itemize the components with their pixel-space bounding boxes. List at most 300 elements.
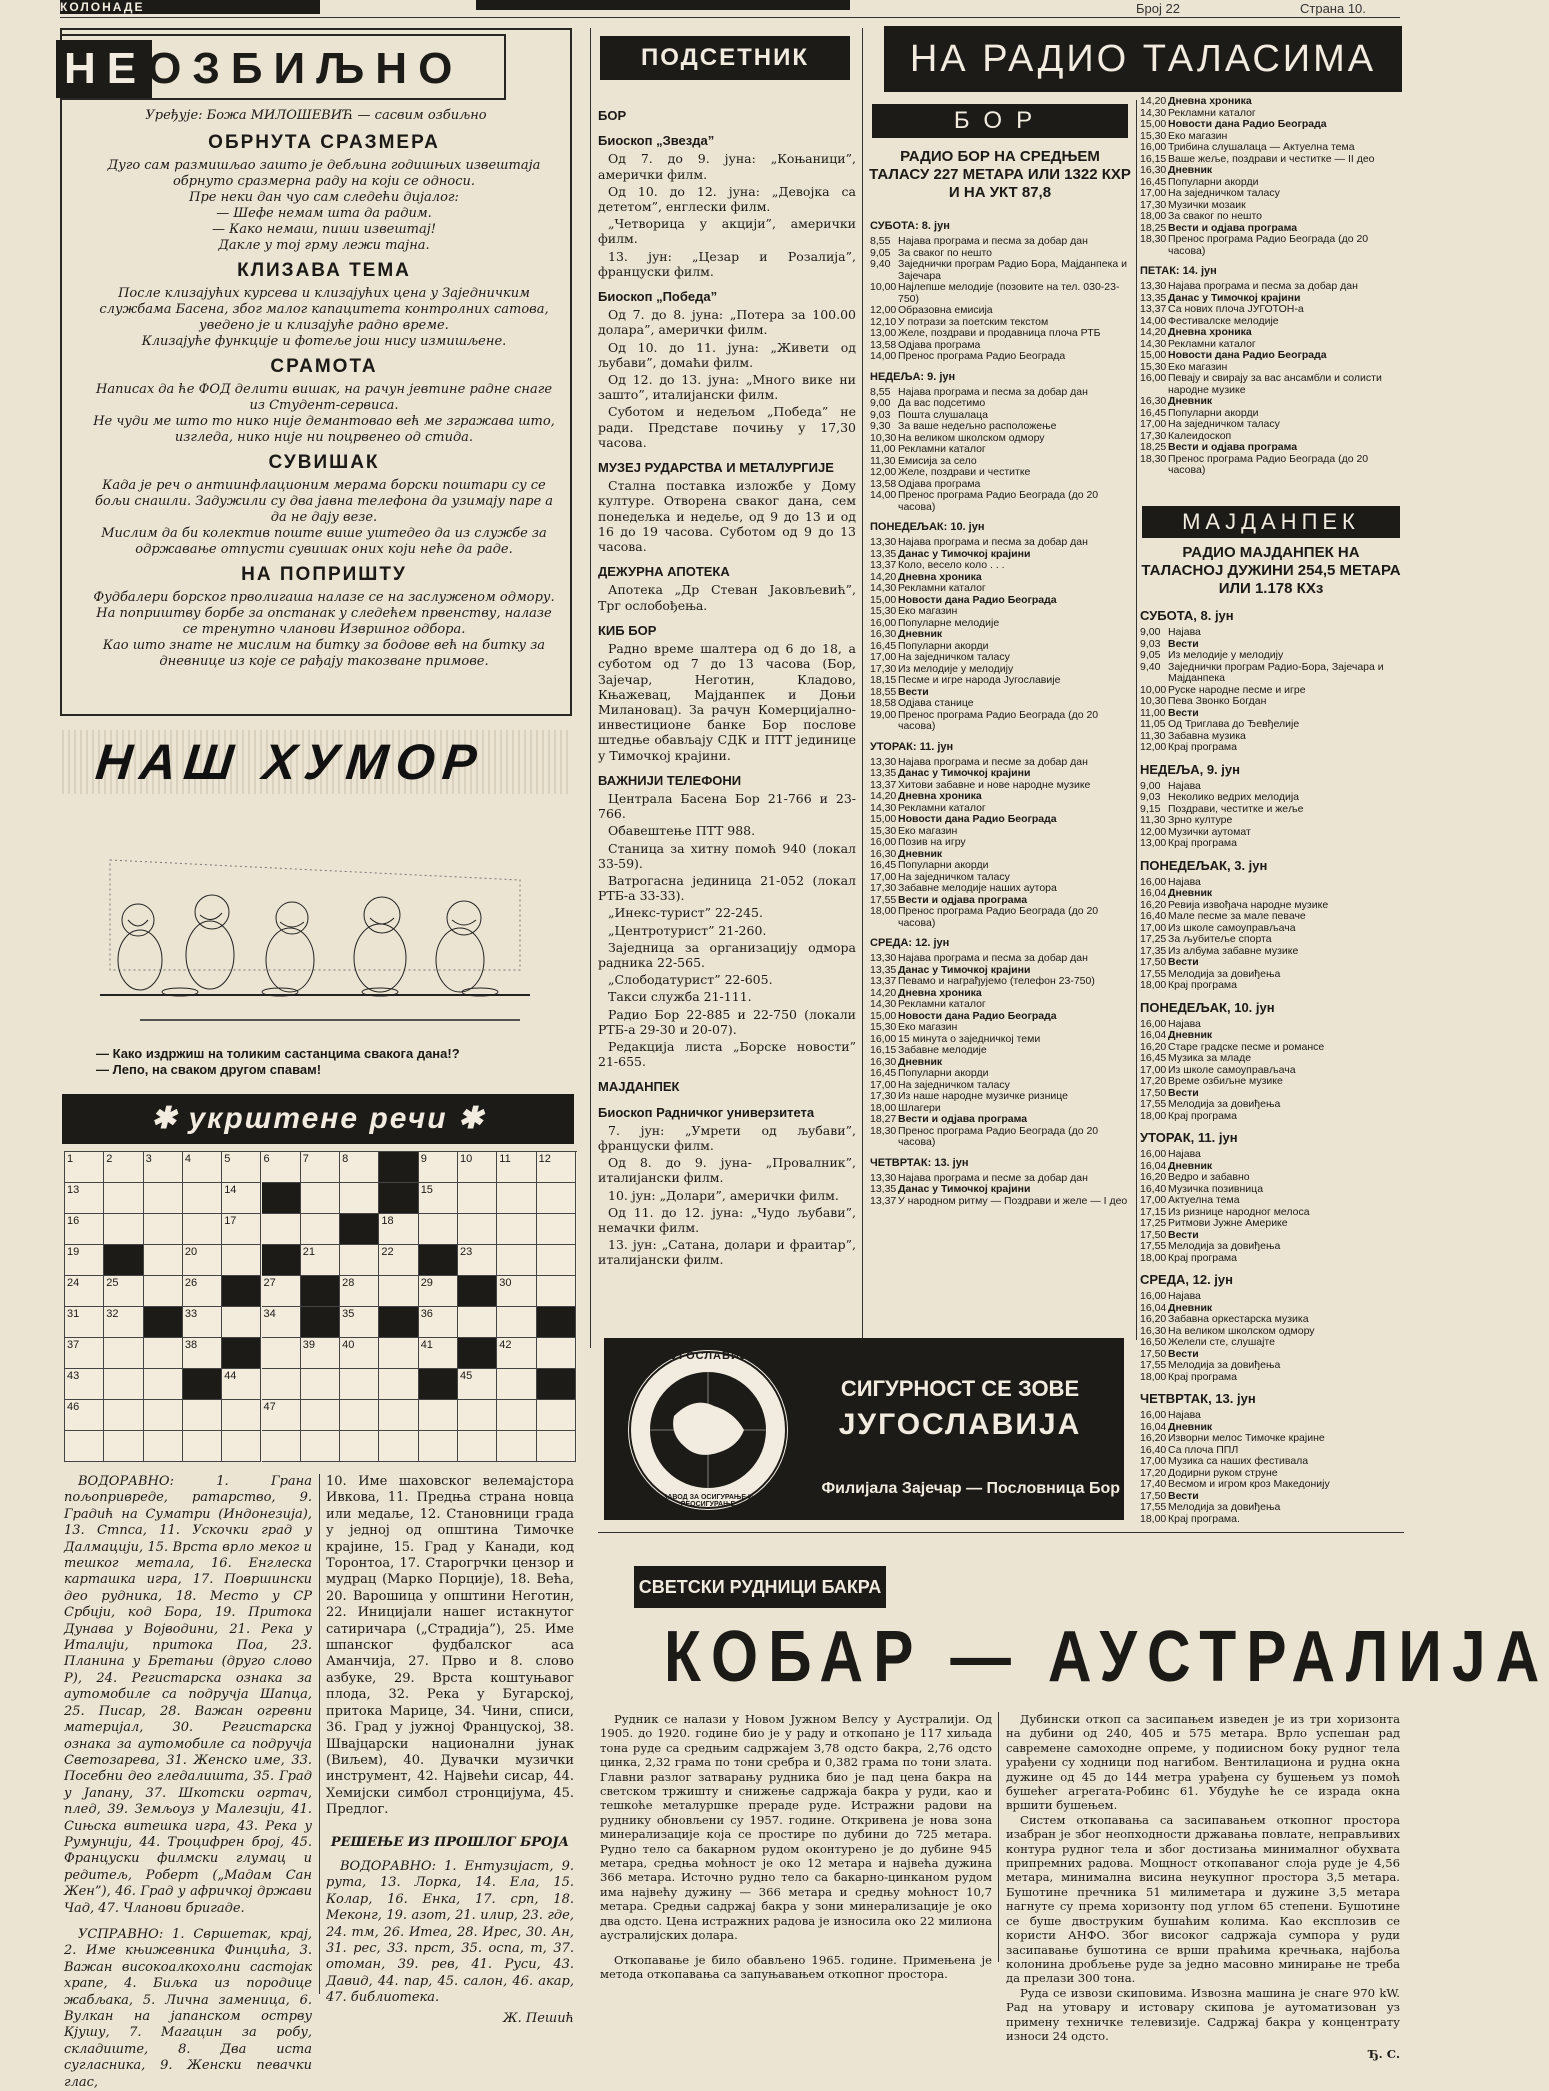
program-time: 16,00 xyxy=(1140,1148,1167,1160)
program-title: Емисија за село xyxy=(898,454,977,467)
crossword-cell[interactable] xyxy=(497,1183,536,1214)
crossword-cell[interactable] xyxy=(65,1431,104,1462)
program-time: 13,30 xyxy=(1140,280,1167,292)
crossword-number: 14 xyxy=(224,1184,237,1196)
section-text: Пре неки дан чуо сам следећи дијалог: xyxy=(189,190,459,205)
crossword-cell[interactable] xyxy=(419,1400,458,1431)
crossword-cell[interactable] xyxy=(144,1183,183,1214)
program-title: Најлепше мелодије (позовите на тел. 030-23-750) xyxy=(898,281,1120,305)
program-title: Вести xyxy=(1168,706,1199,719)
program-title: Популарни акорди xyxy=(898,1067,989,1079)
program-row xyxy=(1140,1218,1402,1230)
program-title: Крај програма xyxy=(1168,741,1237,753)
program-time: 13,35 xyxy=(1140,291,1167,304)
program-row xyxy=(1140,350,1402,362)
program-title: Желели сте, слушајте xyxy=(1168,1336,1275,1348)
program-time: 14,30 xyxy=(870,582,897,594)
program-time: 17,00 xyxy=(870,1078,897,1091)
crossword-cell[interactable] xyxy=(144,1369,183,1400)
program-row xyxy=(1140,957,1402,969)
program-list xyxy=(1140,1019,1402,1123)
crossword-cell[interactable] xyxy=(537,1183,576,1214)
crossword-cell[interactable] xyxy=(419,1431,458,1462)
crossword-cell[interactable] xyxy=(144,1400,183,1431)
program-list xyxy=(1140,1149,1402,1264)
crossword-cell[interactable] xyxy=(301,1214,340,1245)
crossword-cell[interactable] xyxy=(458,1183,497,1214)
article-title: КОБАР — АУСТРАЛИЈА xyxy=(664,1617,1549,1697)
section-text: Фудбалери борског прволигаша налазе се на заслуженом одмору. На поприштву борбе за опстанак у следећем првенству, налазе се тренутно чланови Извршног одбора. xyxy=(93,590,555,637)
program-row xyxy=(870,467,1132,479)
program-row xyxy=(1140,188,1402,200)
program-time: 16,04 xyxy=(1140,1420,1167,1433)
program-time: 17,50 xyxy=(1140,956,1167,968)
program-time: 16,15 xyxy=(870,1044,897,1056)
program-row xyxy=(1140,1241,1402,1253)
program-title: Забавне мелодије наших аутора xyxy=(898,882,1057,894)
program-title: Пренос програма Радио Београда (до 20 часова) xyxy=(1168,233,1369,257)
crossword-number: 7 xyxy=(302,1153,309,1165)
program-time: 16,00 xyxy=(1140,141,1167,153)
program-row xyxy=(1140,934,1402,946)
program-time: 12,00 xyxy=(870,466,897,478)
program-time: 16,45 xyxy=(1140,175,1167,188)
podsetnik-line: Од 11. до 12. јуна: „Чудо љубави”, немачки филм. xyxy=(598,1204,856,1235)
section-na-popristu xyxy=(92,564,556,670)
crossword-cell[interactable] xyxy=(144,1245,183,1276)
program-time: 14,00 xyxy=(870,350,897,362)
crossword-cell[interactable] xyxy=(340,1400,379,1431)
program-row xyxy=(1140,1149,1402,1161)
crossword-number: 37 xyxy=(67,1339,80,1351)
ad-branch: Филијала Зајечар — Пословница Бор xyxy=(821,1480,1120,1497)
crossword-cell[interactable] xyxy=(537,1214,576,1245)
crossword-cell[interactable] xyxy=(104,1400,143,1431)
program-title: Певају и свирају за вас ансамбли и солисти народне музике xyxy=(1168,372,1382,396)
program-time: 17,50 xyxy=(1140,1228,1167,1241)
section-text: Када је реч о антиинфлационим мерама борски поштари су се бољи снашли. Задужили су два јавна телефона да узимају паре а да не дају везе. xyxy=(94,478,554,525)
program-title: Најава програма и песма за добар дан xyxy=(898,385,1088,398)
crossword-cell[interactable] xyxy=(379,1400,418,1431)
program-time: 13,30 xyxy=(870,952,897,964)
crossword-number: 42 xyxy=(499,1339,512,1351)
program-title: Пренос програма Радио Београда (до 20 часова) xyxy=(898,905,1099,929)
crossword-clues-right xyxy=(326,1474,574,2027)
crossword-cell[interactable] xyxy=(497,1245,536,1276)
bor-schedule-cont xyxy=(1140,96,1402,477)
program-row xyxy=(870,560,1132,572)
crossword-cell[interactable] xyxy=(104,1369,143,1400)
program-title: Мелодија за довиђења xyxy=(1168,1098,1281,1110)
program-time: 13,35 xyxy=(870,1183,897,1195)
crossword-number: 32 xyxy=(106,1308,119,1320)
program-title: Време озбиљне музике xyxy=(1168,1075,1283,1087)
program-time: 16,45 xyxy=(870,1067,897,1079)
program-row xyxy=(1140,888,1402,900)
program-title: Најава програма и песма за добар дан xyxy=(898,235,1088,247)
program-time: 11,30 xyxy=(1140,814,1166,826)
crossword-cell[interactable] xyxy=(104,1338,143,1369)
program-title: Ритмови Јужне Америке xyxy=(1168,1217,1288,1229)
day-heading: ПОНЕДЕЉАК: 10. јун xyxy=(870,521,985,533)
crossword-cell[interactable] xyxy=(183,1431,222,1462)
program-title: Актуелна тема xyxy=(1168,1194,1240,1206)
program-title: Рекламни каталог xyxy=(898,801,986,814)
crossword-cell[interactable] xyxy=(537,1431,576,1462)
program-time: 17,15 xyxy=(1140,1205,1167,1218)
program-title: Мелодија за довиђења xyxy=(1168,1501,1281,1513)
podsetnik-line: Обавештење ПТТ 988. xyxy=(608,823,756,839)
program-row xyxy=(870,1091,1132,1103)
podsetnik-line: „Слободатурист” 22-605. xyxy=(608,972,773,988)
program-time: 17,50 xyxy=(1140,1489,1167,1502)
crossword-black-cell xyxy=(301,1276,340,1307)
program-row xyxy=(1140,96,1402,108)
program-title: Одјава програма xyxy=(898,477,981,490)
day-heading: СУБОТА: 8. јун xyxy=(870,220,950,232)
program-title: Популарни акорди xyxy=(1168,175,1259,188)
crossword-cell[interactable] xyxy=(537,1338,576,1369)
program-time: 16,00 xyxy=(870,836,897,848)
program-time: 15,30 xyxy=(870,605,897,617)
crossword-cell[interactable] xyxy=(497,1214,536,1245)
program-time: 12,00 xyxy=(870,304,897,316)
program-row xyxy=(870,791,1132,803)
crossword-cell[interactable] xyxy=(183,1183,222,1214)
program-time: 18,55 xyxy=(870,685,897,698)
podsetnik-line: Апотека „Др Стеван Јаковљевић”, Трг ослобођења. xyxy=(598,582,856,613)
section-text: Као што знате не мислим на битку за бодове већ на битку за дневнице из које се рађају такозване примове. xyxy=(102,638,546,669)
program-time: 13,35 xyxy=(870,767,897,779)
podsetnik-line: Заједница за организацију одмора радника 22-565. xyxy=(598,939,856,970)
program-time: 16,00 xyxy=(1140,875,1167,888)
crossword-cell[interactable] xyxy=(458,1400,497,1431)
program-row xyxy=(1140,911,1402,923)
program-row xyxy=(1140,1372,1402,1384)
program-row xyxy=(1140,1195,1402,1207)
crossword-cell[interactable] xyxy=(340,1431,379,1462)
crossword-number: 34 xyxy=(263,1308,276,1320)
crossword-cell[interactable] xyxy=(537,1276,576,1307)
program-time: 18,30 xyxy=(1140,233,1167,245)
humor-caption xyxy=(96,1046,566,1078)
crossword-cell[interactable] xyxy=(144,1431,183,1462)
program-title: Музика за младе xyxy=(1168,1052,1252,1064)
program-time: 14,20 xyxy=(1140,326,1167,338)
podsetnik-body xyxy=(598,108,856,1270)
crossword-cell[interactable] xyxy=(144,1338,183,1369)
podsetnik-line: Од 10. до 11. јуна: „Живети од љубави”, домаћи филм. xyxy=(598,339,856,370)
crossword-cell[interactable] xyxy=(340,1245,379,1276)
program-title: Ваше жеље, поздрави и честитке — II део xyxy=(1168,152,1375,165)
crossword-clues-left xyxy=(64,1474,312,2091)
program-time: 16,40 xyxy=(1140,1443,1167,1456)
program-time: 17,00 xyxy=(1140,1063,1167,1076)
day-heading: НЕДЕЉА: 9. јун xyxy=(870,370,956,383)
program-title: Из ризнице народног мелоса xyxy=(1168,1205,1310,1218)
podsetnik-heading: Биоскоп „Звезда” xyxy=(598,133,715,149)
ad-headline-1: СИГУРНОСТ СЕ ЗОВЕ xyxy=(840,1376,1080,1401)
program-title: Музички аутомат xyxy=(1168,825,1251,838)
program-time: 16,20 xyxy=(1140,1171,1167,1183)
crossword-cell[interactable] xyxy=(262,1431,301,1462)
crossword-black-cell xyxy=(537,1369,576,1400)
article-paragraph: Руда се извози скиповима. Извозна машина је снаге 970 kW. Рад на утовару и истовару скипова је аутоматизован уз примену техничке телевизије. Садржај бакра у концентрату износи 24 одсто. xyxy=(1006,1985,1400,2043)
crossword-black-cell xyxy=(379,1183,418,1214)
program-time: 18,25 xyxy=(1140,441,1167,453)
program-row xyxy=(1140,742,1402,754)
program-time: 16,20 xyxy=(1140,898,1167,911)
program-time: 17,35 xyxy=(1140,944,1167,957)
program-row xyxy=(1140,373,1402,396)
program-row xyxy=(870,1022,1132,1034)
crossword-black-cell xyxy=(458,1338,497,1369)
section-text: Не чуди ме што то нико није демантовао већ ме згражава што, изгледа, нико није ни поцрвенео од стида. xyxy=(93,414,555,445)
program-time: 13,58 xyxy=(870,477,897,490)
crossword-number: 24 xyxy=(67,1277,80,1289)
crossword-number: 13 xyxy=(67,1184,80,1196)
podsetnik-line: 10. јун: „Долари”, амерички филм. xyxy=(608,1187,839,1203)
program-time: 9,40 xyxy=(1140,660,1161,673)
program-title: Вести xyxy=(1168,637,1199,650)
program-title: Најава xyxy=(1168,626,1201,638)
program-title: На заједничком таласу xyxy=(898,870,1010,883)
crossword-number: 45 xyxy=(460,1370,473,1382)
program-time: 16,04 xyxy=(1140,1029,1167,1041)
program-row xyxy=(1140,1172,1402,1184)
program-time: 11,00 xyxy=(870,443,896,455)
crossword-cell[interactable] xyxy=(340,1369,379,1400)
crossword-cell[interactable] xyxy=(497,1307,536,1338)
program-title: Дневник xyxy=(1168,1159,1213,1172)
program-time: 17,25 xyxy=(1140,933,1167,945)
program-time: 12,00 xyxy=(1140,741,1167,753)
program-time: 16,00 xyxy=(1140,1409,1167,1421)
podsetnik-line: „Центротурист” 21-260. xyxy=(608,922,767,938)
crossword-signature: Ж. Пешић xyxy=(503,2010,574,2026)
crossword-cell[interactable] xyxy=(262,1338,301,1369)
ad-logo-text: ЈУГОСЛАВИЈА xyxy=(664,1350,756,1362)
program-list xyxy=(1140,781,1402,850)
program-time: 13,30 xyxy=(870,1171,897,1184)
crossword-cell[interactable] xyxy=(379,1338,418,1369)
section-text: Написах да ће ФОД делити вишак, на рачун јевтине радне снаге из Студент-сервиса. xyxy=(95,382,553,413)
crossword-number: 3 xyxy=(145,1153,152,1165)
program-time: 16,04 xyxy=(1140,1301,1167,1314)
program-title: На великом школском одмору xyxy=(1168,1324,1315,1337)
program-title: Од Триглава до Ђевђелије xyxy=(1168,718,1300,730)
crossword-cell[interactable] xyxy=(340,1183,379,1214)
program-row xyxy=(870,814,1132,826)
crossword-cell[interactable] xyxy=(419,1214,458,1245)
program-row xyxy=(1140,1099,1402,1111)
program-title: Крај програма xyxy=(1168,1109,1237,1122)
program-title: Фестивалске мелодије xyxy=(1168,314,1279,327)
crossword-cell[interactable] xyxy=(537,1245,576,1276)
crossword-cell[interactable] xyxy=(222,1431,261,1462)
program-title: Популарни акорди xyxy=(898,859,989,871)
program-title: Са нових плоча ЈУГОТОН-а xyxy=(1168,303,1304,315)
section-klizava xyxy=(92,260,556,350)
program-time: 13,37 xyxy=(870,559,897,571)
program-list xyxy=(1140,1410,1402,1525)
program-title: За сваког по нешто xyxy=(898,246,992,259)
program-time: 14,00 xyxy=(870,489,897,501)
program-row xyxy=(870,606,1132,618)
solution-text: ВОДОРАВНО: 1. Ентузијаст, 9. рута, 13. Лорка, 14. Ела, 15. Колар, 16. Енка, 17. срп, 18. Меконг, 19. азот, 21. илир, 23. где, 24. тм, 26. Итеа, 28. Ирес, 30. Ан, 31. рес, 33. прст, 35. оспа, т, 37. отоман, 39. рев, 41. Руси, 43. Давид, 44. пар, 45. салон, 46. акар, 47. библиотека. xyxy=(326,1858,574,2006)
program-time: 17,55 xyxy=(1140,967,1167,980)
program-time: 17,20 xyxy=(1140,1466,1167,1479)
podsetnik-line: Од 8. до 9. јуна- „Провалник”, италијански филм. xyxy=(598,1155,856,1186)
program-title: Из албума забавне музике xyxy=(1168,944,1299,957)
program-time: 16,45 xyxy=(1140,1052,1167,1064)
crossword-number: 23 xyxy=(460,1246,473,1258)
program-title: Образовна емисија xyxy=(898,304,993,316)
program-title: Пренос програма Радио Београда (до 20 часова) xyxy=(898,708,1099,732)
crossword-cell[interactable] xyxy=(183,1214,222,1245)
crossword-grid[interactable] xyxy=(64,1151,577,1462)
program-time: 14,20 xyxy=(870,986,897,999)
program-list xyxy=(870,387,1132,514)
crossword-black-cell xyxy=(262,1183,301,1214)
program-row xyxy=(1140,838,1402,850)
page-number: Страна 10. xyxy=(1300,1,1366,16)
program-time: 15,30 xyxy=(1140,360,1167,373)
section-text: Дуго сам размишљао зашто је дебљина годишњих извештаја обрнуто сразмерна раду на који се односи. xyxy=(107,158,541,189)
program-time: 17,00 xyxy=(870,651,897,663)
crossword-cell[interactable] xyxy=(301,1431,340,1462)
crossword-cell[interactable] xyxy=(458,1307,497,1338)
program-title: Трибина слушалаца — Актуелна тема xyxy=(1168,141,1355,153)
podsetnik-line: Станица за хитну помоћ 940 (локал 33-59). xyxy=(598,840,856,871)
crossword-cell[interactable] xyxy=(222,1245,261,1276)
program-title: Дневник xyxy=(898,847,943,860)
crossword-cell[interactable] xyxy=(222,1307,261,1338)
program-title: Рекламни каталог xyxy=(1168,337,1256,350)
program-time: 17,30 xyxy=(1140,429,1167,442)
crossword-cell[interactable] xyxy=(104,1214,143,1245)
crossword-cell[interactable] xyxy=(497,1400,536,1431)
crossword-cell[interactable] xyxy=(104,1431,143,1462)
globe-logo-icon xyxy=(624,1346,792,1514)
podsetnik-heading: БОР xyxy=(598,108,627,123)
program-title: Мале песме за мале певаче xyxy=(1168,910,1306,922)
crossword-cell[interactable] xyxy=(222,1400,261,1431)
program-time: 16,30 xyxy=(1140,395,1167,407)
program-time: 18,00 xyxy=(1140,1370,1167,1383)
crossword-number: 46 xyxy=(67,1401,80,1413)
program-title: Најава xyxy=(1168,1290,1201,1302)
crossword-cell[interactable] xyxy=(379,1431,418,1462)
program-title: Ведро и забавно xyxy=(1168,1171,1250,1183)
crossword-cell[interactable] xyxy=(262,1214,301,1245)
program-title: Калеидоскоп xyxy=(1168,429,1232,442)
program-title: Најава xyxy=(1168,1409,1201,1421)
program-row xyxy=(1140,1360,1402,1372)
section-text: — Како немаш, пиши извештај! xyxy=(212,222,436,237)
program-time: 16,20 xyxy=(1140,1040,1167,1053)
program-list xyxy=(870,537,1132,733)
podsetnik-heading: Биоскоп „Победа” xyxy=(598,289,718,305)
section-text: Дакле у тој грму лежи тајна. xyxy=(218,238,430,253)
program-title: Дневна хроника xyxy=(898,570,982,583)
crossword-cell[interactable] xyxy=(262,1369,301,1400)
program-title: Зрно културе xyxy=(1168,814,1233,826)
program-time: 8,55 xyxy=(870,385,891,398)
crossword-number: 47 xyxy=(263,1401,276,1413)
crossword-number: 43 xyxy=(67,1370,80,1382)
podsetnik-line: Радио Бор 22-885 и 22-750 (локали РТБ-а 29-30 и 20-07). xyxy=(598,1006,856,1037)
crossword-cell[interactable] xyxy=(497,1431,536,1462)
program-row xyxy=(1140,119,1402,131)
day-heading: СРЕДА, 12. јун xyxy=(1140,1272,1233,1287)
crossword-cell[interactable] xyxy=(104,1183,143,1214)
crossword-cell[interactable] xyxy=(301,1183,340,1214)
program-time: 13,37 xyxy=(1140,303,1167,315)
day-heading: ЧЕТВРТАК: 13. јун xyxy=(870,1156,969,1169)
crossword-cell[interactable] xyxy=(301,1369,340,1400)
day-heading: НЕДЕЉА, 9. јун xyxy=(1140,761,1240,777)
podsetnik-line: Од 10. до 12. јуна: „Девојка са дететом”, енглески филм. xyxy=(598,183,856,215)
program-time: 12,00 xyxy=(1140,825,1167,838)
section-text: Клизајуће функције и фотеље још нису измишљене. xyxy=(141,334,507,349)
program-row xyxy=(870,629,1132,641)
podsetnik-line: „Четворица у акцији”, амерички филм. xyxy=(598,216,856,247)
program-time: 14,30 xyxy=(870,801,897,814)
crossword-cell[interactable] xyxy=(379,1369,418,1400)
program-row xyxy=(1140,1291,1402,1303)
program-time: 17,50 xyxy=(1140,1347,1167,1360)
program-title: Еко магазин xyxy=(1168,129,1228,142)
neozbiljno-editor: Уређује: Божа МИЛОШЕВИЋ — сасвим озбиљно xyxy=(145,108,487,123)
program-time: 8,55 xyxy=(870,235,891,247)
program-title: Мелодија за довиђења xyxy=(1168,1359,1281,1371)
program-row xyxy=(1140,1456,1402,1468)
program-time: 19,00 xyxy=(870,708,897,721)
program-row xyxy=(870,1126,1132,1149)
crossword-cell[interactable] xyxy=(183,1400,222,1431)
program-row xyxy=(870,999,1132,1011)
program-time: 15,30 xyxy=(1140,129,1167,142)
crossword-cell[interactable] xyxy=(301,1400,340,1431)
program-title: Рекламни каталог xyxy=(1168,106,1256,119)
crossword-number: 36 xyxy=(420,1308,433,1320)
program-time: 16,04 xyxy=(1140,1159,1167,1172)
program-title: Дневник xyxy=(1168,164,1213,176)
crossword-cell[interactable] xyxy=(497,1369,536,1400)
program-title: Песме и игре народа Југославије xyxy=(898,674,1061,686)
crossword-cell[interactable] xyxy=(458,1214,497,1245)
program-row xyxy=(870,490,1132,513)
crossword-cell[interactable] xyxy=(144,1214,183,1245)
program-row xyxy=(1140,815,1402,827)
day-heading: ПОНЕДЕЉАК, 10. јун xyxy=(1140,999,1275,1015)
crossword-cell[interactable] xyxy=(458,1431,497,1462)
crossword-cell[interactable] xyxy=(379,1276,418,1307)
program-title: Новости дана Радио Београда xyxy=(898,813,1057,825)
program-list xyxy=(870,757,1132,930)
program-time: 9,00 xyxy=(870,397,891,409)
program-time: 15,30 xyxy=(870,1021,897,1033)
program-row xyxy=(1140,1479,1402,1491)
program-title: Вести и одјава програма xyxy=(898,1113,1028,1125)
bor-schedule xyxy=(870,212,1132,1207)
crossword-cell[interactable] xyxy=(144,1276,183,1307)
program-time: 11,05 xyxy=(1140,718,1166,730)
program-time: 14,00 xyxy=(1140,314,1167,327)
crossword-cell[interactable] xyxy=(537,1400,576,1431)
program-time: 15,30 xyxy=(870,824,897,837)
